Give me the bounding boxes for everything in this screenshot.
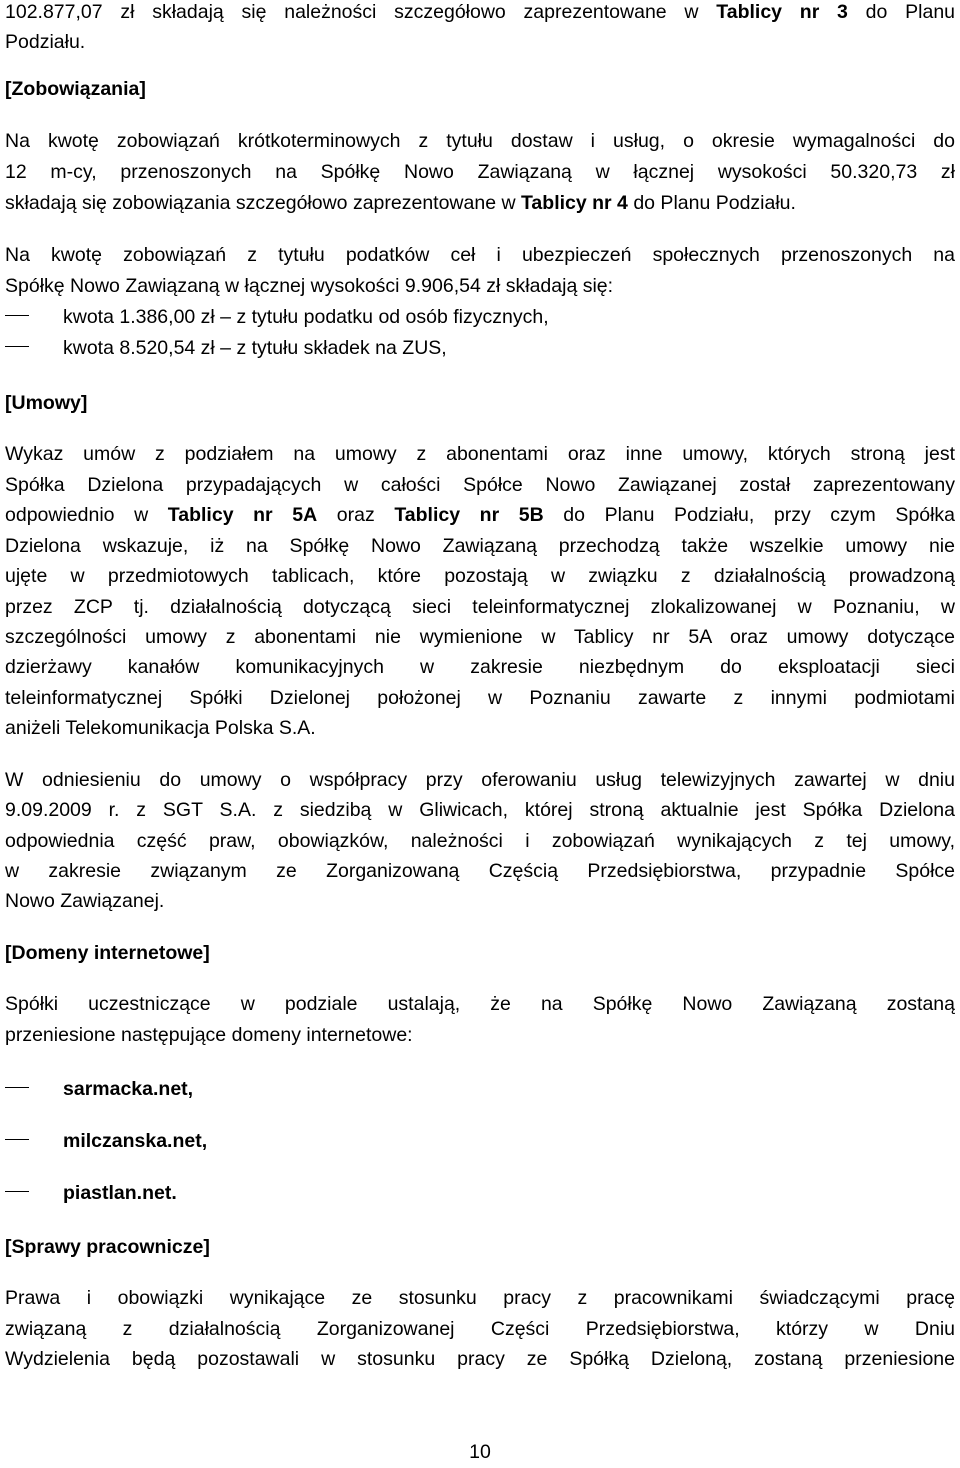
paragraph-text: oraz xyxy=(317,504,395,526)
paragraph-line: teleinformatycznej Spółki Dzielonej położonej w Poznaniu zawarte z innymi podmiotami xyxy=(5,687,955,709)
intro-line-2: Podziału. xyxy=(5,31,86,53)
paragraph-line: Dzielona wskazuje, iż na Spółkę Nowo Zawiązaną przechodzą także wszelkie umowy nie xyxy=(5,535,955,557)
paragraph-line: 12 m-cy, przenoszonych na Spółkę Nowo Zawiązaną w łącznej wysokości 50.320,73 zł xyxy=(5,161,955,183)
paragraph-line: związaną z działalnością Zorganizowanej Części Przedsiębiorstwa, którzy w Dniu xyxy=(5,1318,955,1340)
table-ref-5b: Tablicy nr 5B xyxy=(394,504,544,526)
paragraph-text: odpowiednio w xyxy=(5,504,168,526)
domain-name: sarmacka.net, xyxy=(63,1078,194,1100)
domain-list-item xyxy=(5,1074,193,1104)
dash-bullet xyxy=(5,346,29,347)
paragraph-line: Wykaz umów z podziałem na umowy z abonentami oraz inne umowy, których stroną jest xyxy=(5,443,955,465)
paragraph-line: Prawa i obowiązki wynikające ze stosunku pracy z pracownikami świadczącymi pracę xyxy=(5,1287,955,1309)
paragraph-line: W odniesieniu do umowy o współpracy przy oferowaniu usług telewizyjnych zawartej w dniu xyxy=(5,769,955,791)
intro-text-end: do Planu xyxy=(847,1,956,23)
paragraph-line: aniżeli Telekomunikacja Polska S.A. xyxy=(5,717,316,739)
dash-bullet xyxy=(5,315,29,316)
domain-list-item xyxy=(5,1126,207,1156)
domain-list-item xyxy=(5,1178,177,1208)
list-item xyxy=(5,333,447,363)
list-item-text: kwota 1.386,00 zł – z tytułu podatku od osób fizycznych, xyxy=(63,306,549,328)
paragraph-line: ujęte w przedmiotowych tablicach, które pozostają w związku z działalnością prowadzoną xyxy=(5,565,955,587)
section-heading-zobowiazania: [Zobowiązania] xyxy=(5,78,146,100)
paragraph-line: Na kwotę zobowiązań krótkoterminowych z tytułu dostaw i usług, o okresie wymagalności do xyxy=(5,130,955,152)
paragraph-line: Na kwotę zobowiązań z tytułu podatków ceł i ubezpieczeń społecznych przenoszonych na xyxy=(5,244,955,266)
page-number: 10 xyxy=(469,1441,491,1463)
paragraph-line: Spółki uczestniczące w podziale ustalają, że na Spółkę Nowo Zawiązaną zostaną xyxy=(5,993,955,1015)
dash-bullet xyxy=(5,1139,29,1140)
intro-text: 102.877,07 zł składają się należności szczegółowo zaprezentowane w xyxy=(5,1,717,23)
paragraph-line: Spółkę Nowo Zawiązaną w łącznej wysokości 9.906,54 zł składają się: xyxy=(5,275,614,297)
paragraph-line: Spółka Dzielona przypadających w całości Spółce Nowo Zawiązanej został zaprezentowany xyxy=(5,474,955,496)
domain-name: piastlan.net. xyxy=(63,1182,177,1204)
table-ref-3: Tablicy nr 3 xyxy=(716,1,848,23)
dash-bullet xyxy=(5,1087,29,1088)
section-heading-sprawy: [Sprawy pracownicze] xyxy=(5,1236,210,1258)
paragraph-line: przez ZCP tj. działalnością dotyczącą sieci teleinformatycznej zlokalizowanej w Poznaniu, w xyxy=(5,596,955,618)
paragraph-line: 9.09.2009 r. z SGT S.A. z siedzibą w Gliwicach, której stroną aktualnie jest Spółka Dzielona xyxy=(5,799,955,821)
paragraph-line xyxy=(5,188,955,219)
paragraph-text: do Planu Podziału. xyxy=(627,192,796,214)
section-heading-domeny: [Domeny internetowe] xyxy=(5,942,210,964)
paragraph-line: odpowiednia część praw, obowiązków, należności i zobowiązań wynikających z tej umowy, xyxy=(5,830,955,852)
paragraph-text: do Planu Podziału, przy czym Spółka xyxy=(543,504,956,526)
list-item xyxy=(5,302,549,332)
section-heading-umowy: [Umowy] xyxy=(5,392,88,414)
paragraph-text: składają się zobowiązania szczegółowo zaprezentowane w xyxy=(5,192,521,214)
list-item-text: kwota 8.520,54 zł – z tytułu składek na ZUS, xyxy=(63,337,447,359)
paragraph-line: w zakresie związanym ze Zorganizowaną Częścią Przedsiębiorstwa, przypadnie Spółce xyxy=(5,860,955,882)
domain-name: milczanska.net, xyxy=(63,1130,208,1152)
paragraph-line: szczególności umowy z abonentami nie wymienione w Tablicy nr 5A oraz umowy dotyczące xyxy=(5,626,955,648)
table-ref-4: Tablicy nr 4 xyxy=(520,192,628,214)
dash-bullet xyxy=(5,1191,29,1192)
table-ref-5a: Tablicy nr 5A xyxy=(167,504,318,526)
paragraph-line: dzierżawy kanałów komunikacyjnych w zakresie niezbędnym do eksploatacji sieci xyxy=(5,656,955,678)
paragraph-line: Wydzielenia będą pozostawali w stosunku pracy ze Spółką Dzieloną, zostaną przeniesione xyxy=(5,1348,955,1370)
paragraph-line xyxy=(5,500,955,531)
paragraph-line: Nowo Zawiązanej. xyxy=(5,890,165,912)
paragraph-line: przeniesione następujące domeny internetowe: xyxy=(5,1024,413,1046)
intro-line-1 xyxy=(5,0,955,28)
